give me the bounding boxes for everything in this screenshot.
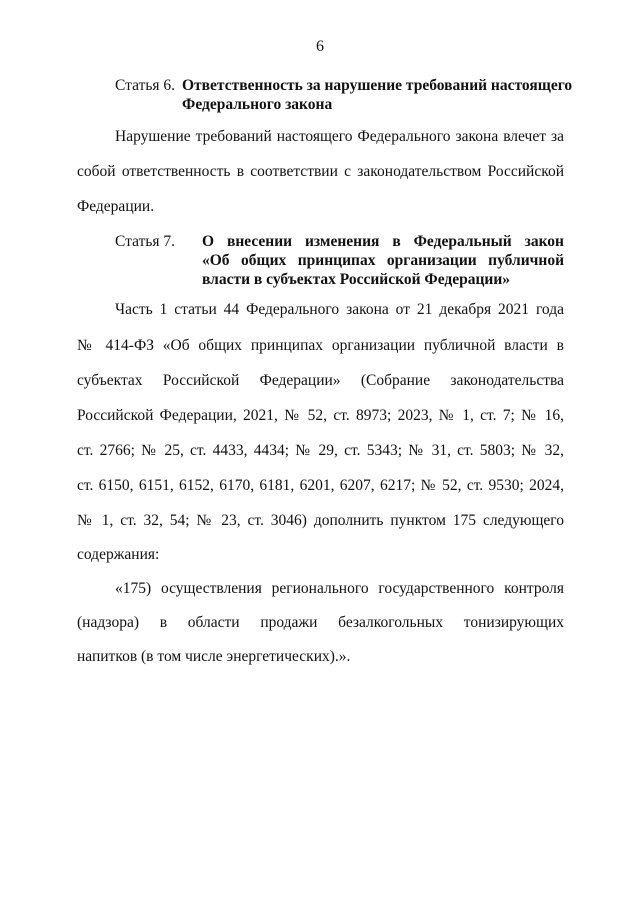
article6-title-line-2: Федерального закона: [182, 96, 333, 113]
article7-text-line-6: ст. 6150, 6151, 6152, 6170, 6181, 6201, 6207, 6217; № 52, ст. 9530; 2024,: [77, 477, 564, 494]
article7-text-line-2: № 414-ФЗ «Об общих принципах организации публичной власти в: [77, 337, 564, 354]
quote-line-3: напитков (в том числе энергетических).».: [77, 648, 351, 665]
article6-text-line-2: собой ответственность в соответствии с законодательством Российской: [77, 163, 564, 180]
article7-text-line-4: Российской Федерации, 2021, № 52, ст. 8973; 2023, № 1, ст. 7; № 16,: [77, 407, 564, 424]
page-number: 6: [316, 38, 324, 55]
article7-title-line-2: «Об общих принципах организации публичной: [202, 252, 564, 269]
article6-text-line-1: Нарушение требований настоящего Федерального закона влечет за: [115, 128, 564, 145]
article6-text-line-3: Федерации.: [77, 198, 155, 215]
article7-title-line-3: власти в субъектах Российской Федерации»: [202, 271, 511, 288]
article7-title-line-1: О внесении изменения в Федеральный закон: [202, 233, 564, 250]
quote-line-1: «175) осуществления регионального государственного контроля: [115, 580, 564, 597]
article7-text-line-3: субъектах Российской Федерации» (Собрание законодательства: [77, 372, 564, 389]
article6-title-line-1: Ответственность за нарушение требований настоящего: [182, 77, 573, 94]
article7-text-line-1: Часть 1 статьи 44 Федерального закона от 21 декабря 2021 года: [115, 301, 564, 318]
article7-text-line-5: ст. 2766; № 25, ст. 4433, 4434; № 29, ст. 5343; № 31, ст. 5803; № 32,: [77, 442, 564, 459]
quote-line-2: (надзора) в области продажи безалкогольных тонизирующих: [77, 614, 564, 631]
article7-text-line-7: № 1, ст. 32, 54; № 23, ст. 3046) дополнить пунктом 175 следующего: [77, 512, 564, 529]
article7-text-line-8: содержания:: [77, 546, 160, 563]
article7-label: Статья 7.: [115, 233, 176, 250]
article6-label: Статья 6.: [115, 77, 176, 94]
